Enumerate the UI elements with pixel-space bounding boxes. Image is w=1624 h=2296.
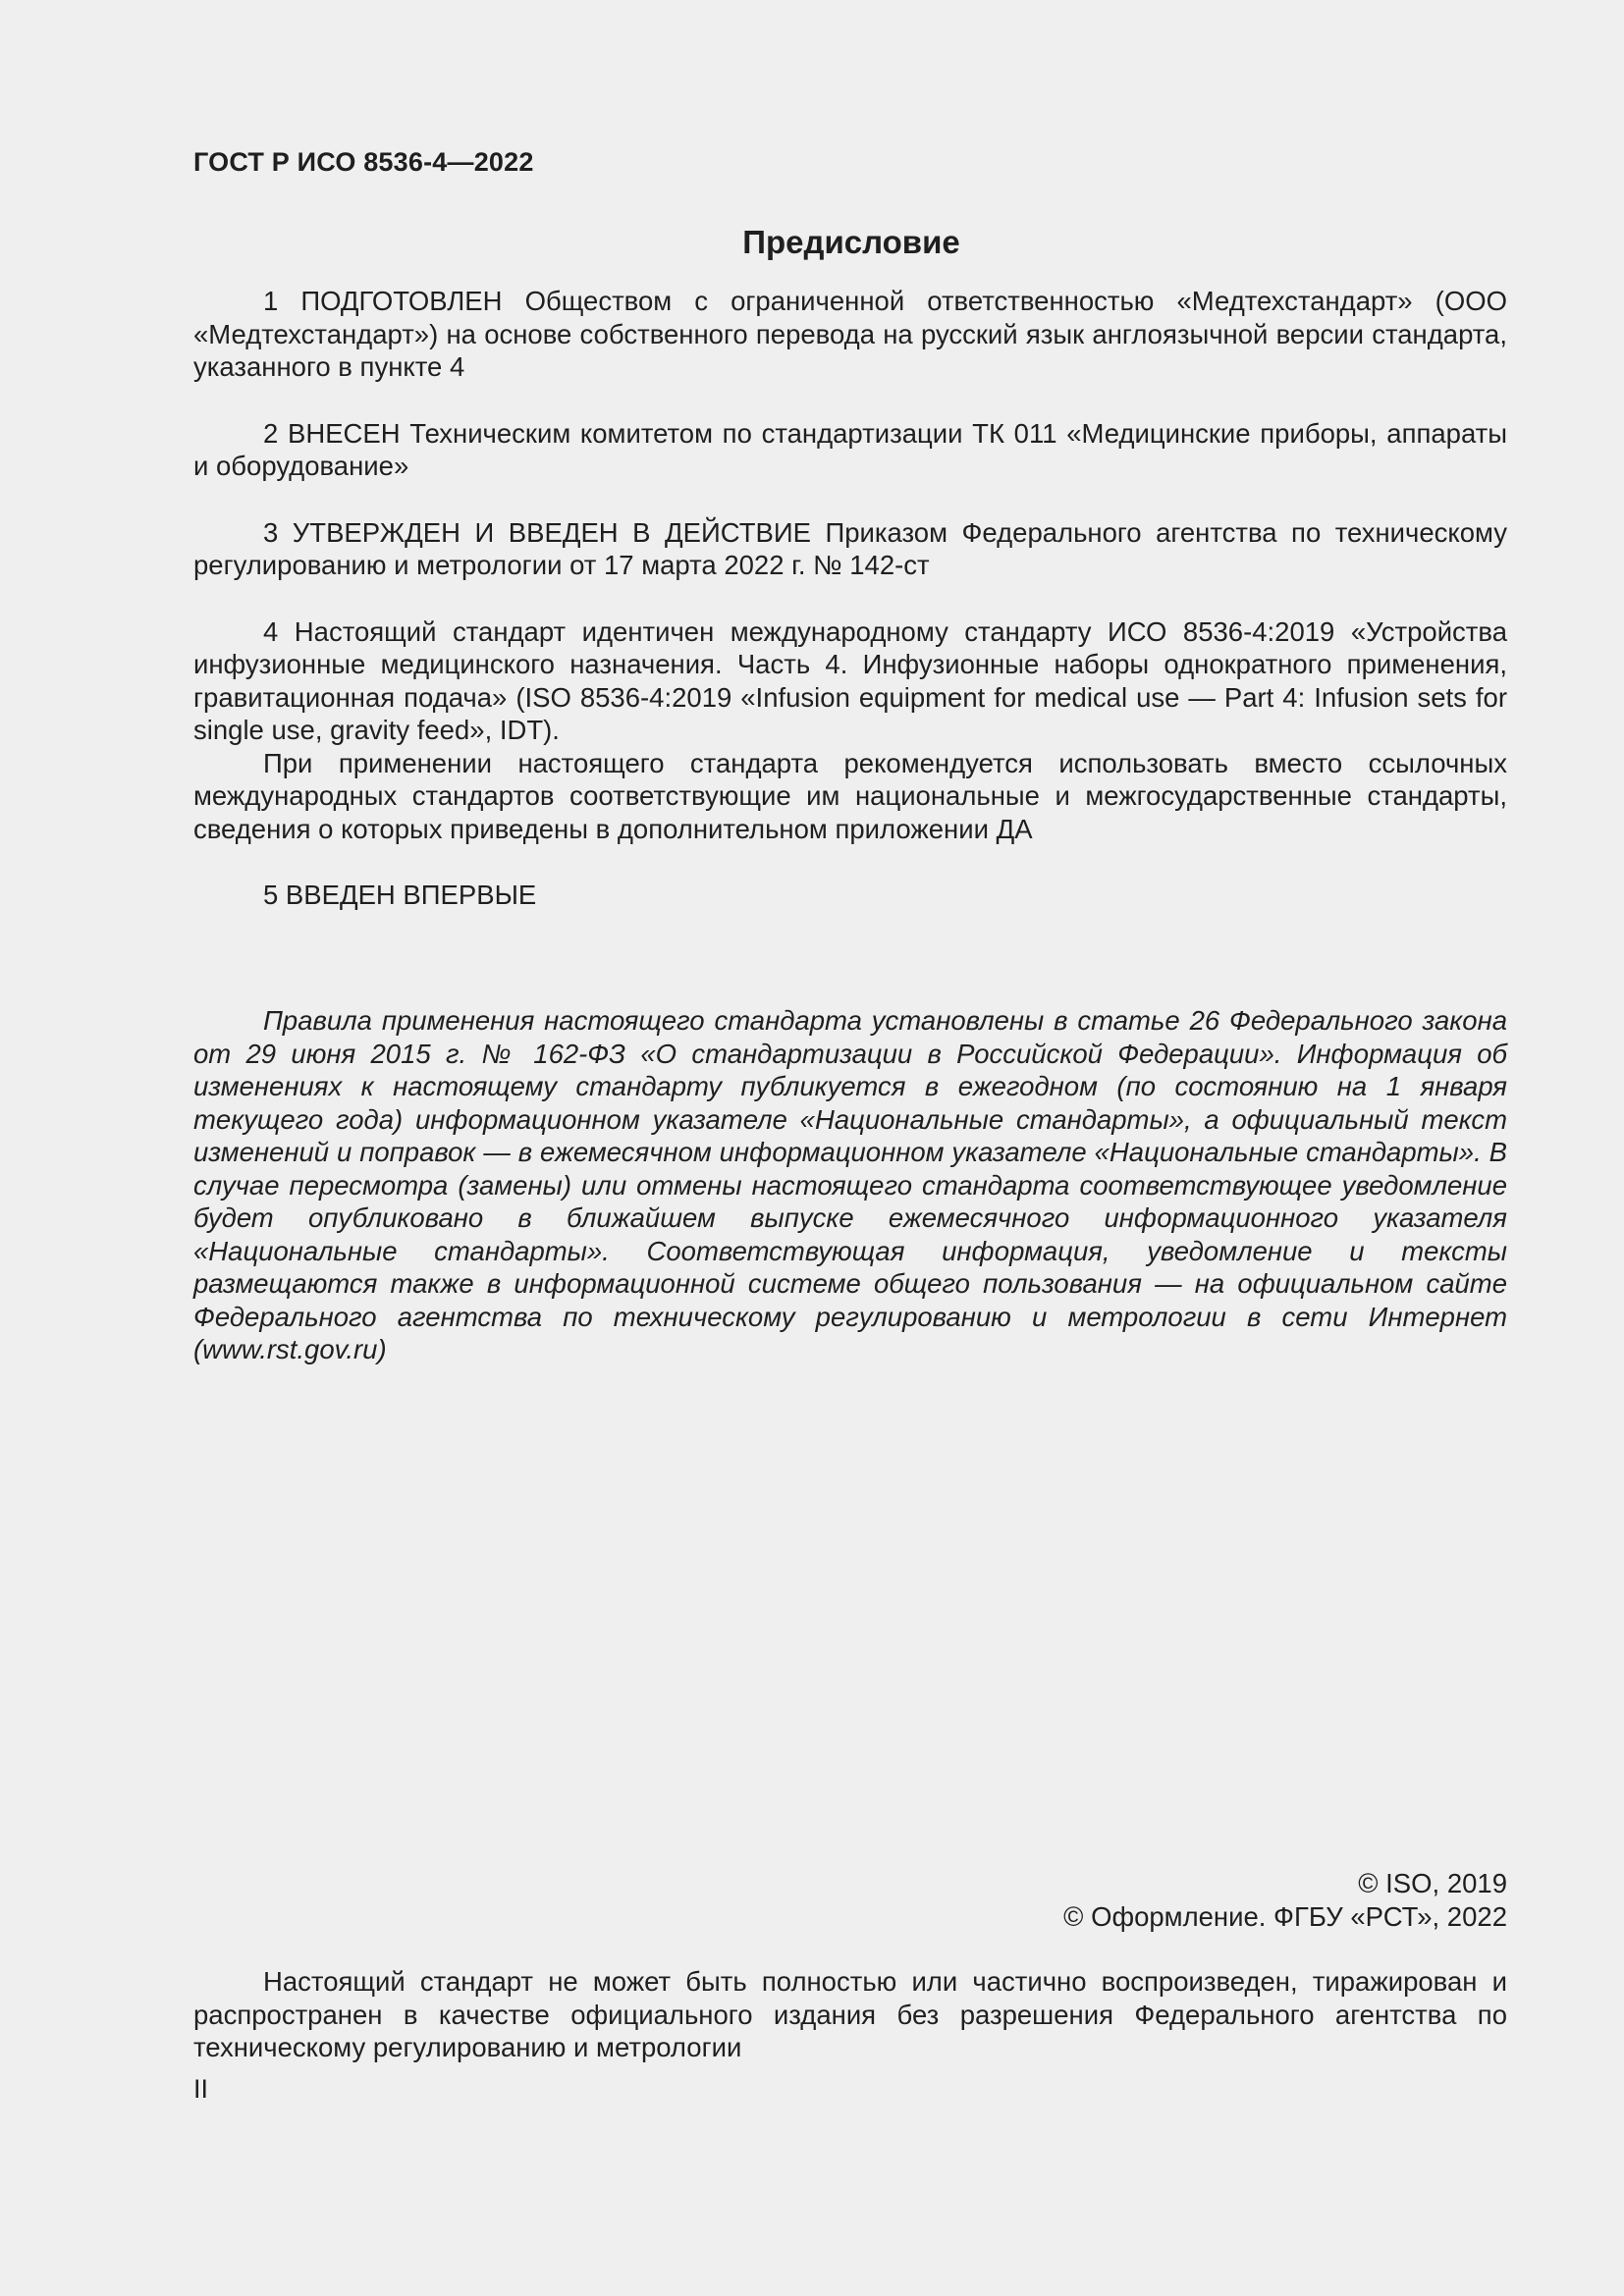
foreword-item-2: 2 ВНЕСЕН Техническим комитетом по стандартизации ТК 011 «Медицинские приборы, аппараты и оборудование» [193,417,1507,481]
page-number: II [193,2074,209,2104]
copyright-iso: © ISO, 2019 [1358,1868,1507,1898]
foreword-item-5: 5 ВВЕДЕН ВПЕРВЫЕ [263,880,537,910]
rules-notice-section [193,1004,1507,1366]
reproduction-notice: Настоящий стандарт не может быть полностью или частично воспроизведен, тиражирован и распространен в качестве официального издания без разрешения Федерального агентства по техническому регулированию и метрологии [193,1966,1507,2062]
foreword-section [193,285,1507,912]
foreword-item-1: 1 ПОДГОТОВЛЕН Обществом с ограниченной ответственностью «Медтехстандарт» (ООО «Медтехстандарт») на основе собственного перевода на русский язык англоязычной версии стандарта, указанного в пункте 4 [193,286,1507,382]
foreword-item-3: 3 УТВЕРЖДЕН И ВВЕДЕН В ДЕЙСТВИЕ Приказом Федерального агентства по техническому регулированию и метрологии от 17 марта 2022 г. № 142-ст [193,516,1507,580]
copyright-design: © Оформление. ФГБУ «РСТ», 2022 [1063,1900,1507,1932]
page-title: Предисловие [742,224,960,260]
reproduction-section [193,1965,1507,2064]
document-code: ГОСТ Р ИСО 8536-4—2022 [193,147,534,177]
copyright-block [1063,1867,1507,1933]
foreword-item-4: 4 Настоящий стандарт идентичен международному стандарту ИСО 8536-4:2019 «Устройства инфузионные медицинского назначения. Часть 4. Инфузионные наборы однократного применения, гравитационная подача» (ISO 8536-4:2019 «Infusion equipment for medical use — Part 4: Infusion sets for single use, gravity feed», IDT). [193,615,1507,745]
rules-notice: Правила применения настоящего стандарта установлены в статье 26 Федерального закона от 29 июня 2015 г. № 162-ФЗ «О стандартизации в Российской Федерации». Информация об изменениях к настоящему стандарту публикуется в ежегодном (по состоянию на 1 января текущего года) информационном указателе «Национальные стандарты», а официальный текст изменений и поправок — в ежемесячном информационном указателе «Национальные стандарты». В случае пересмотра (замены) или отмены настоящего стандарта соответствующее уведомление будет опубликовано в ближайшем выпуске ежемесячного информационного указателя «Национальные стандарты». Соответствующая информация, уведомление и тексты размещаются также в информационной системе общего пользования — на официальном сайте Федерального агентства по техническому регулированию и метрологии в сети Интернет (www.rst.gov.ru) [193,1005,1507,1364]
foreword-item-4-note: При применении настоящего стандарта рекомендуется использовать вместо ссылочных международных стандартов соответствующие им национальные и межгосударственные стандарты, сведения о которых приведены в дополнительном приложении ДА [193,747,1507,844]
